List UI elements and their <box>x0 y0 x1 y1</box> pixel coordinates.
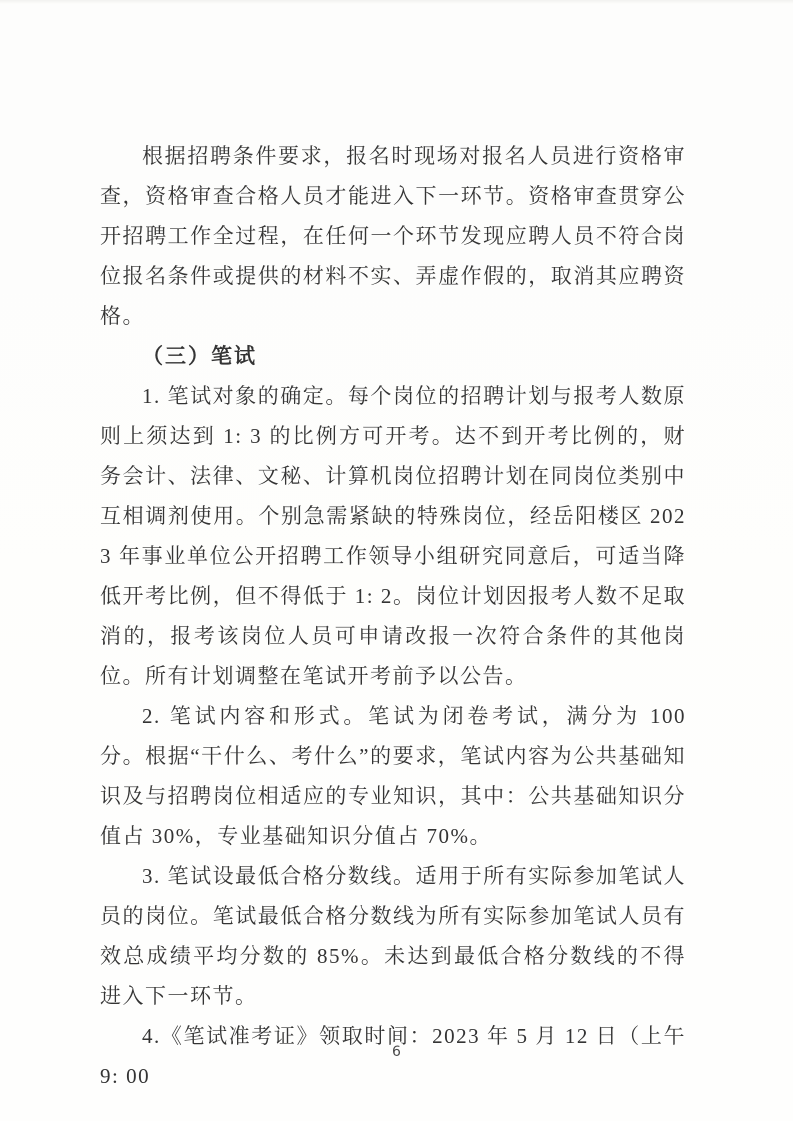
paragraph-admission-ticket: 4.《笔试准考证》领取时间：2023 年 5 月 12 日（上午 9: 00 <box>100 1024 686 1088</box>
paragraph-qualification-review: 根据招聘条件要求，报名时现场对报名人员进行资格审查，资格审查合格人员才能进入下一环节。资格审查贯穿公开招聘工作全过程，在任何一个环节发现应聘人员不符合岗位报名条件或提供的材料不实、弄虚作假的，取消其应聘资格。 <box>100 144 686 328</box>
page-number: 6 <box>392 1044 401 1060</box>
paragraph-passing-score: 3. 笔试设最低合格分数线。适用于所有实际参加笔试人员的岗位。笔试最低合格分数线为所有实际参加笔试人员有效总成绩平均分数的 85%。未达到最低合格分数线的不得进入下一环节。 <box>100 864 686 1008</box>
section-heading-written-exam: （三）笔试 <box>142 344 257 368</box>
paragraph-exam-candidates: 1. 笔试对象的确定。每个岗位的招聘计划与报考人数原则上须达到 1: 3 的比例方可开考。达不到开考比例的，财务会计、法律、文秘、计算机岗位招聘计划在同岗位类别中互相调剂使用。个别急需紧缺的特殊岗位，经岳阳楼区 2023 年事业单位公开招聘工作领导小组研究同意后，可适当降低开考比例，但不得低于 1: 2。岗位计划因报考人数不足取消的，报考该岗位人员可申请改报一次符合条件的其他岗位。所有计划调整在笔试开考前予以公告。 <box>100 384 686 688</box>
document-body <box>100 136 686 1096</box>
paragraph-exam-content: 2. 笔试内容和形式。笔试为闭卷考试，满分为 100 分。根据“干什么、考什么”的要求，笔试内容为公共基础知识及与招聘岗位相适应的专业知识，其中：公共基础知识分值占 30%，专业基础知识分值占 70%。 <box>100 704 686 848</box>
